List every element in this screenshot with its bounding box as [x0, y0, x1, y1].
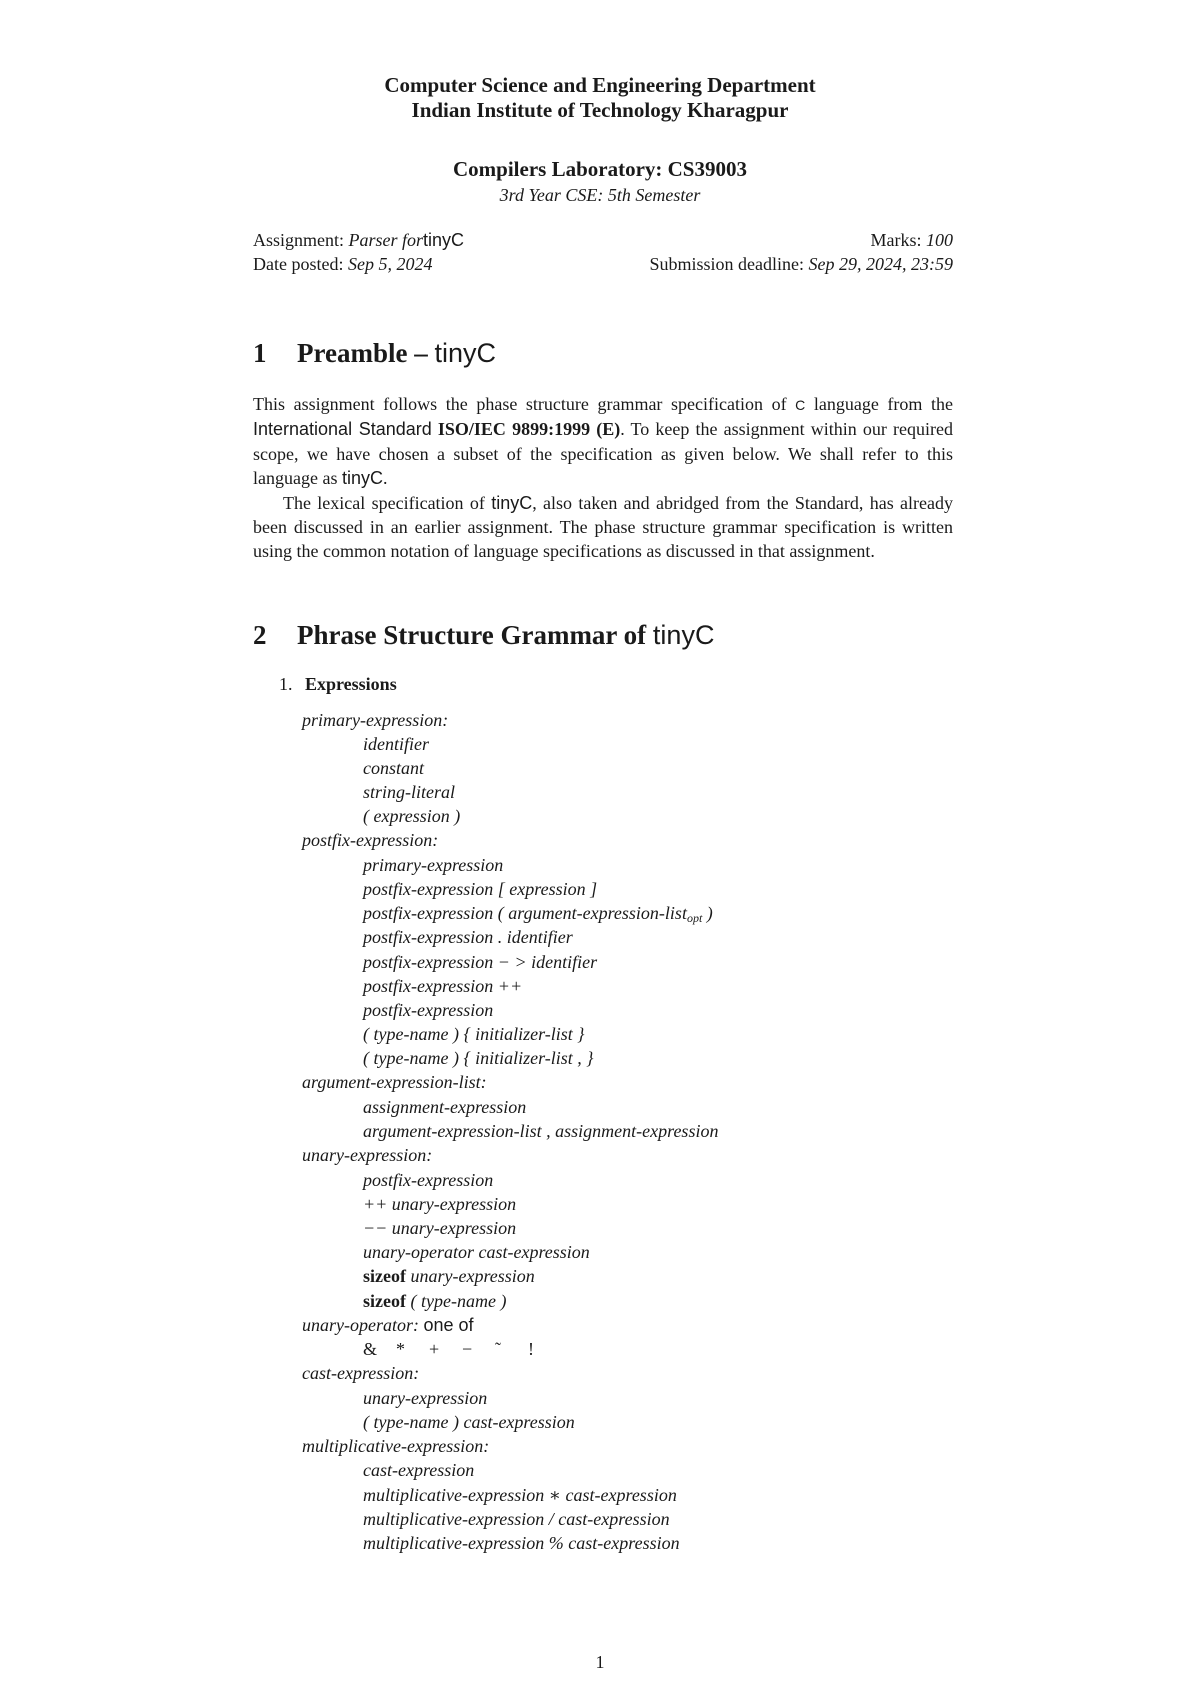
section-title-lang: tinyC — [434, 338, 496, 368]
section-title-lang: tinyC — [652, 620, 715, 650]
grammar-alt: identifier — [363, 734, 429, 754]
grammar-alt: sizeof ( type-name ) — [363, 1291, 507, 1311]
assignment-lang: tinyC — [423, 230, 465, 250]
list-item-expressions: 1. Expressions — [279, 674, 397, 694]
grammar-alt: ( type-name ) cast-expression — [363, 1412, 575, 1432]
grammar-alt: postfix-expression . identifier — [363, 927, 573, 947]
deadline-label: Submission deadline: — [649, 254, 805, 274]
grammar-alt: cast-expression — [363, 1460, 475, 1480]
grammar-head: unary-expression: — [302, 1145, 433, 1165]
section-number: 2 — [253, 620, 267, 650]
grammar-alt: postfix-expression ++ — [363, 976, 523, 996]
marks-value: 100 — [926, 230, 953, 250]
grammar-alt: multiplicative-expression ∗ cast-expression — [363, 1485, 677, 1505]
assignment-value: Parser for — [348, 230, 424, 250]
section-2-heading — [253, 620, 714, 651]
deadline-value: Sep 29, 2024, 23:59 — [808, 254, 953, 274]
section-title: Preamble – — [297, 338, 428, 368]
course-year: 3rd Year CSE: 5th Semester — [499, 185, 701, 205]
section-number: 1 — [253, 338, 267, 368]
department-title: Computer Science and Engineering Department — [384, 73, 816, 97]
page-number: 1 — [595, 1652, 605, 1672]
grammar-alt: postfix-expression − > identifier — [363, 952, 598, 972]
grammar-head: multiplicative-expression: — [302, 1436, 490, 1456]
grammar-alt: primary-expression — [363, 855, 504, 875]
grammar-head: unary-operator: one of — [302, 1315, 474, 1335]
grammar-alt: ( expression ) — [363, 806, 461, 826]
marks-line — [871, 230, 954, 251]
course-title: Compilers Laboratory: CS39003 — [453, 157, 747, 181]
grammar-alt: assignment-expression — [363, 1097, 527, 1117]
grammar-alt: postfix-expression — [363, 1170, 494, 1190]
grammar-alt: argument-expression-list , assignment-expression — [363, 1121, 719, 1141]
date-label: Date posted: — [253, 254, 344, 274]
marks-label: Marks: — [870, 230, 922, 250]
institute-title: Indian Institute of Technology Kharagpur — [411, 98, 789, 122]
paragraph: This assignment follows the phase structure grammar specification of C language from the International Standard ISO/IEC 9899:1999 (E). To keep the assignment within our required scope, we have chosen a subset of the specification as given below. We shall refer to this language as tinyC. — [253, 394, 953, 489]
grammar-head: postfix-expression: — [302, 830, 439, 850]
section-title: Phrase Structure Grammar of — [297, 620, 647, 650]
grammar-alt: −− unary-expression — [363, 1218, 517, 1238]
preamble-text — [253, 392, 953, 564]
grammar-alt: postfix-expression [ expression ] — [363, 879, 598, 899]
assignment-label: Assignment: — [253, 230, 345, 250]
date-value: Sep 5, 2024 — [347, 254, 433, 274]
deadline-line — [650, 254, 953, 275]
section-1-heading — [253, 338, 496, 369]
grammar-alt: sizeof unary-expression — [363, 1266, 535, 1286]
paragraph: The lexical specification of tinyC, also taken and abridged from the Standard, has already been discussed in an earlier assignment. The phase structure grammar specification is written using the common notation of language specifications as discussed in that assignment. — [253, 492, 954, 562]
grammar-alt: constant — [363, 758, 424, 778]
unary-operator-list: & * + − ˜ ! — [363, 1339, 534, 1359]
date-line — [253, 254, 432, 275]
grammar-head: argument-expression-list: — [302, 1072, 487, 1092]
grammar-alt: unary-expression — [363, 1388, 488, 1408]
grammar-alt: string-literal — [363, 782, 456, 802]
grammar-alt: unary-operator cast-expression — [363, 1242, 590, 1262]
grammar-head: cast-expression: — [302, 1363, 420, 1383]
grammar-alt: ( type-name ) { initializer-list } — [363, 1024, 585, 1044]
grammar-alt: multiplicative-expression / cast-expression — [363, 1509, 670, 1529]
grammar-head: primary-expression: — [302, 710, 449, 730]
grammar-alt: postfix-expression ( argument-expression-list$_{opt}$ ) — [363, 903, 713, 925]
grammar-alt: multiplicative-expression % cast-expression — [363, 1533, 680, 1553]
grammar-alt: postfix-expression — [363, 1000, 494, 1020]
grammar-alt: ( type-name ) { initializer-list , } — [363, 1048, 594, 1068]
grammar-alt: ++ unary-expression — [363, 1194, 517, 1214]
assignment-line — [253, 230, 464, 251]
